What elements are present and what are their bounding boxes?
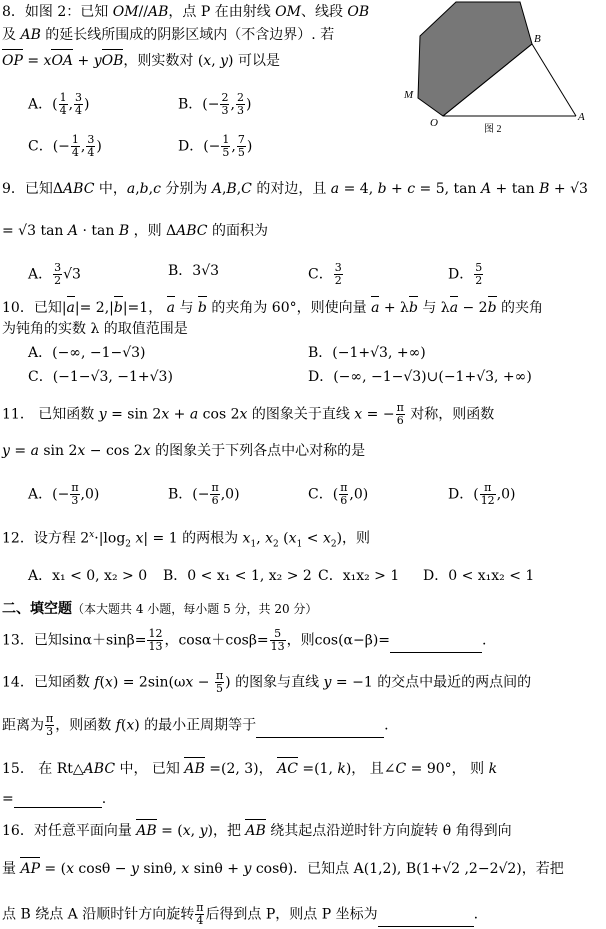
q15-line2: = .	[2, 791, 107, 807]
q15-answer-blank	[14, 793, 102, 808]
q8-line2: 及 AB 的延长线所围成的阴影区域内（不含边界）. 若	[2, 27, 335, 43]
q8-option-a: A．( $\frac{1}{4}$ , $\frac{3}{4}$ )	[28, 91, 90, 117]
section-2-heading	[2, 600, 317, 618]
section-2-note: （本大题共 4 小题，每小题 5 分，共 20 分）	[72, 602, 318, 616]
q13-line: 13．已知sinα＋sinβ= $\frac{12}{13}$ ，cosα＋cosβ= $\frac{5}{13}$ ，则cos(α−β)= .	[2, 627, 487, 653]
label-o: O	[430, 117, 438, 129]
q11-option-d: D．( $\frac{\pi}{12}$ ,0)	[448, 481, 516, 507]
q10-line2: 为钝角的实数 λ 的取值范围是	[2, 321, 188, 337]
q12-line1: 12．设方程 $2^x\cdot|\log_2$ x| = 1 的两根为 $x_1$, $x_2$ $(x_1 < x_2)$，则	[2, 530, 371, 550]
section-2-title: 二、填空题	[2, 601, 72, 617]
figure-2	[396, 0, 596, 140]
q16-line2: 量 AP = (x cosθ − y sinθ, x sinθ + y cosθ)．已知点 A(1,2), B(1+√2 ,2−2√2)，若把	[2, 861, 564, 877]
q9-option-c: C． $\frac{3}{2}$	[308, 261, 342, 287]
q13-answer-blank	[390, 638, 482, 653]
q8-option-c: C．(− $\frac{1}{4}$ , $\frac{3}{4}$ )	[28, 133, 102, 159]
label-m: M	[404, 89, 414, 101]
q14-answer-blank	[256, 723, 384, 738]
q14-line1: 14．已知函数 f(x) = 2sin(ωx − $\frac{\pi}{5}$ ) 的图象与直线 y = −1 的交点中最近的两点间的	[2, 669, 532, 695]
q15-line1: 15． 在 Rt△ABC 中， 已知 AB =(2, 3)， AC =(1, k)， 且∠C = 90°， 则 k	[2, 761, 498, 777]
q8-option-b: B．(− $\frac{2}{3}$ , $\frac{2}{3}$ )	[178, 91, 252, 117]
q16-line3: 点 B 绕点 A 沿顺时针方向旋转 $\frac{\pi}{4}$ 后得到点 P，则点 P 坐标为 .	[2, 901, 479, 927]
q14-line2: 距离为 $\frac{\pi}{3}$ ，则函数 f(x) 的最小正周期等于 .	[2, 712, 389, 738]
q11-line1: 11． 已知函数 y = sin 2x + a cos 2x 的图象关于直线 x = − $\frac{\pi}{6}$ 对称，则函数	[2, 401, 495, 427]
q8-line3: OP = xOA + yOB，则实数对 (x, y) 可以是	[2, 53, 280, 69]
q9-option-b: B．3√3	[168, 263, 220, 279]
q16-answer-blank	[378, 912, 474, 927]
figure-caption: 图 2	[484, 124, 502, 135]
shaded-region	[418, 2, 532, 116]
q10-option-b: B．(−1+√3, +∞)	[308, 345, 426, 361]
q12-option-d: D．0 < x₁x₂ < 1	[423, 568, 535, 584]
q11-option-b: B．(− $\frac{\pi}{6}$ ,0)	[168, 481, 240, 507]
q16-line1: 16．对任意平面向量 AB = (x, y)，把 AB 绕其起点沿逆时针方向旋转 θ 角得到向	[2, 823, 512, 839]
q8-line1: 8．如图 2：已知 OM//AB，点 P 在由射线 OM、线段 OB	[2, 4, 370, 20]
q12-option-b: B．0 < x₁ < 1, x₂ > 2	[163, 568, 312, 584]
q10-option-d: D．(−∞, −1−√3)∪(−1+√3, +∞)	[308, 369, 532, 385]
q10-line1: 10．已知|a|= 2,|b|=1， a 与 b 的夹角为 60°，则使向量 a + λb 与 λa − 2b 的夹角	[2, 300, 544, 316]
q11-option-a: A．(− $\frac{\pi}{3}$ ,0)	[28, 481, 100, 507]
q9-line2: = √3 tan A · tan B ，则 ΔABC 的面积为	[2, 223, 268, 239]
q9-option-d: D． $\frac{5}{2}$	[448, 261, 483, 287]
q11-option-c: C．( $\frac{\pi}{6}$ ,0)	[308, 481, 369, 507]
q12-option-c: C．x₁x₂ > 1	[318, 568, 400, 584]
label-b: B	[534, 33, 541, 45]
q12-option-a: A．x₁ < 0, x₂ > 0	[28, 568, 148, 584]
q10-option-a: A．(−∞, −1−√3)	[28, 345, 146, 361]
q10-option-c: C．(−1−√3, −1+√3)	[28, 369, 173, 385]
label-a: A	[578, 111, 585, 123]
q8-option-d: D．(− $\frac{1}{5}$ , $\frac{7}{5}$ )	[178, 133, 253, 159]
q11-line2: y = a sin 2x − cos 2x 的图象关于下列各点中心对称的是	[2, 443, 366, 459]
q9-line1: 9．已知ΔABC 中，a,b,c 分别为 A,B,C 的对边，且 a = 4, b + c = 5, tan A + tan B + √3	[2, 181, 588, 197]
q9-option-a: A． $\frac{3}{2}$ √3	[28, 261, 81, 287]
